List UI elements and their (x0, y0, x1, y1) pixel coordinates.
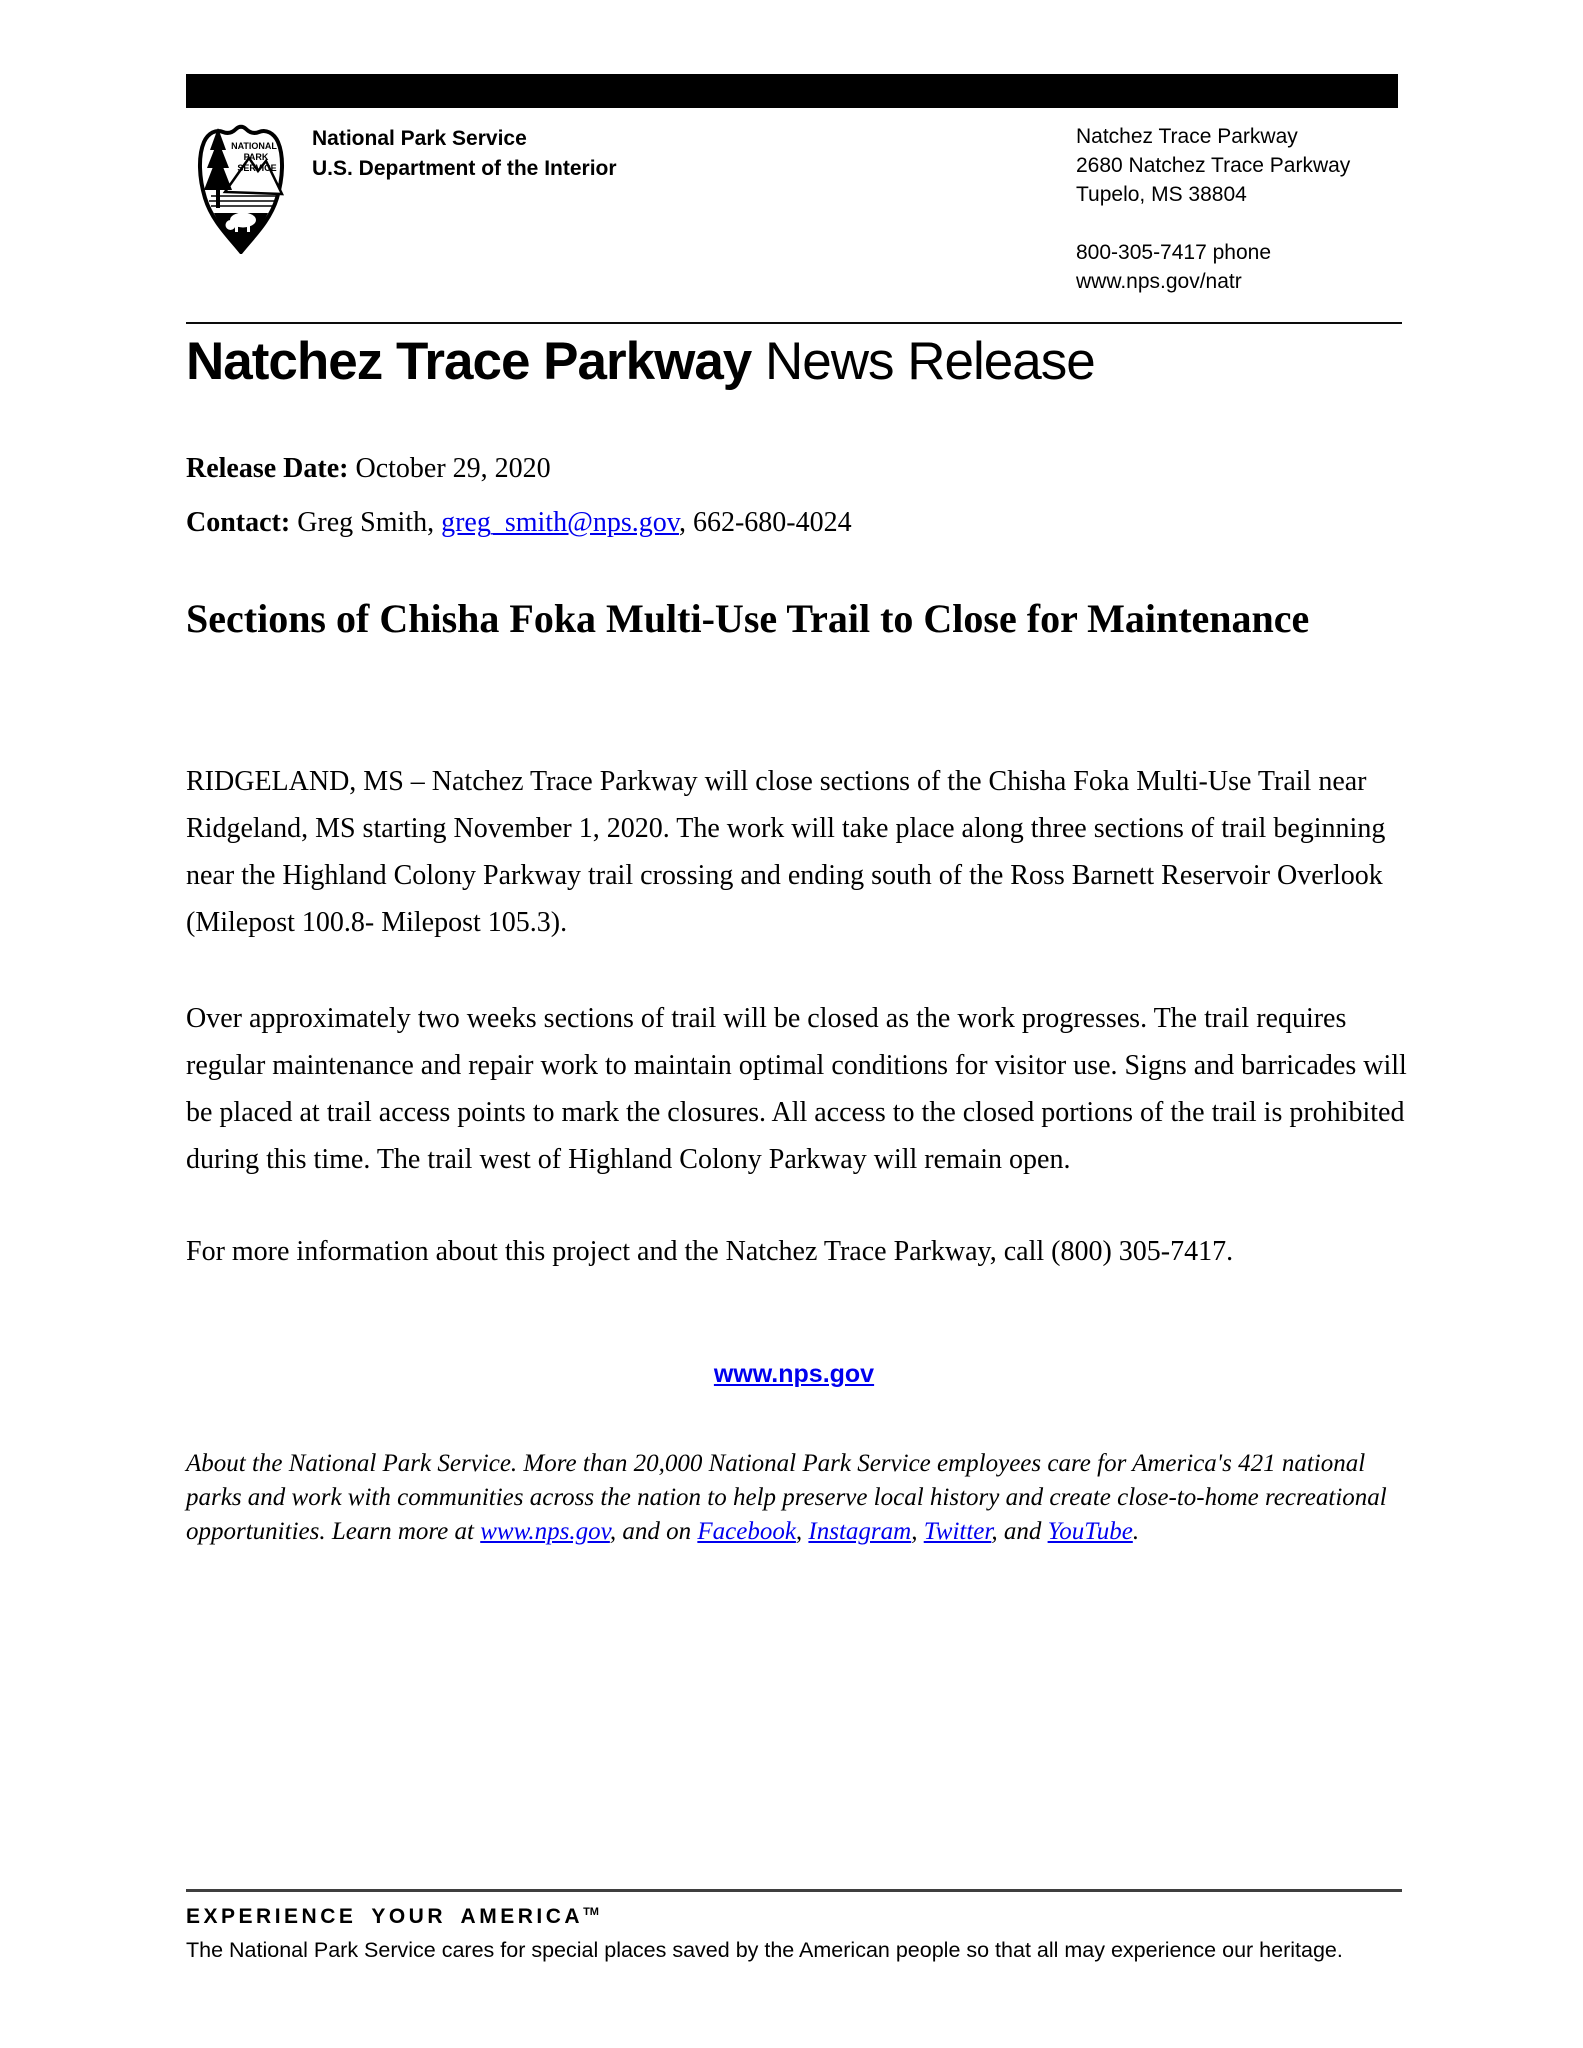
facebook-link[interactable]: Facebook (697, 1518, 796, 1545)
masthead-news-release: News Release (751, 332, 1095, 391)
about-sep-2: , (911, 1518, 924, 1545)
body-paragraph-3: For more information about this project and the Natchez Trace Parkway, call (800) 305-7417. (186, 1236, 1234, 1267)
logo-text-service: SERVICE (237, 163, 277, 173)
article-headline: Sections of Chisha Foka Multi-Use Trail to Close for Maintenance (186, 596, 1310, 641)
center-link-row (186, 1360, 1402, 1389)
masthead-divider (186, 322, 1402, 324)
park-name: Natchez Trace Parkway (1076, 125, 1298, 148)
logo-text-national: NATIONAL (231, 141, 277, 151)
release-date-line (186, 452, 551, 486)
footer-slogan (186, 1905, 599, 1929)
about-nps-gov-link[interactable]: www.nps.gov (480, 1518, 610, 1545)
contact-email-link[interactable]: greg_smith@nps.gov (441, 507, 679, 538)
youtube-link[interactable]: YouTube (1047, 1518, 1133, 1545)
footer-divider (186, 1889, 1402, 1892)
nps-gov-center-link[interactable]: www.nps.gov (713, 1360, 875, 1388)
about-text-2: , and on (609, 1518, 698, 1545)
about-paragraph (186, 1447, 1426, 1549)
about-text-1: About the National Park Service. More than 20,000 National Park Service employees care for America's 421 national parks and work with communities across the nation to help preserve local history and create close-to-home recreational opportunities. Learn more at (186, 1450, 1387, 1545)
trademark-symbol: TM (583, 1906, 599, 1918)
contact-phone: , 662-680-4024 (678, 507, 852, 538)
body-paragraph-2: Over approximately two weeks sections of trail will be closed as the work progresses. The trail requires regular maintenance and repair work to maintain optimal conditions for visitor use. Signs and barricades will be placed at trail access points to mark the closures. All access to the closed portions of the trail is prohibited during this time. The trail west of Highland Colony Parkway will remain open. (186, 1003, 1407, 1175)
phone-number: 800-305-7417 phone (1076, 241, 1272, 264)
twitter-link[interactable]: Twitter (923, 1518, 992, 1545)
address-city: Tupelo, MS 38804 (1076, 183, 1247, 206)
header-black-bar (186, 74, 1398, 108)
masthead-park-name: Natchez Trace Parkway (186, 332, 752, 391)
agency-name: National Park Service (312, 127, 527, 150)
body-paragraph-1: RIDGELAND, MS – Natchez Trace Parkway will close sections of the Chisha Foka Multi-Use Trail near Ridgeland, MS starting November 1, 2020. The work will take place along three sections of trail beginning near the Highland Colony Parkway trail crossing and ending south of the Ross Barnett Reservoir Overlook (Milepost 100.8- Milepost 105.3). (186, 766, 1386, 938)
footer-tagline: The National Park Service cares for special places saved by the American people so that all may experience our heritage. (186, 1938, 1343, 1962)
slogan-text: EXPERIENCE YOUR AMERICA (186, 1905, 584, 1928)
masthead-title (186, 333, 1095, 391)
address-block (1076, 122, 1350, 296)
about-sep-1: , (795, 1518, 809, 1545)
agency-block (312, 124, 617, 184)
about-period: . (1132, 1518, 1140, 1545)
logo-text-park: PARK (243, 152, 269, 162)
address-gap (1076, 209, 1350, 238)
instagram-link[interactable]: Instagram (808, 1518, 912, 1545)
contact-name: Greg Smith, (290, 507, 442, 538)
nps-arrowhead-logo (190, 116, 292, 254)
address-street: 2680 Natchez Trace Parkway (1076, 154, 1351, 177)
release-date-label: Release Date: (186, 453, 349, 484)
release-date-value: October 29, 2020 (348, 453, 551, 484)
department-name: U.S. Department of the Interior (312, 157, 617, 180)
contact-label: Contact: (186, 507, 291, 538)
about-sep-3: , and (991, 1518, 1048, 1545)
contact-line (186, 506, 852, 540)
nps-arrowhead-icon (190, 116, 292, 254)
park-website: www.nps.gov/natr (1076, 270, 1242, 293)
